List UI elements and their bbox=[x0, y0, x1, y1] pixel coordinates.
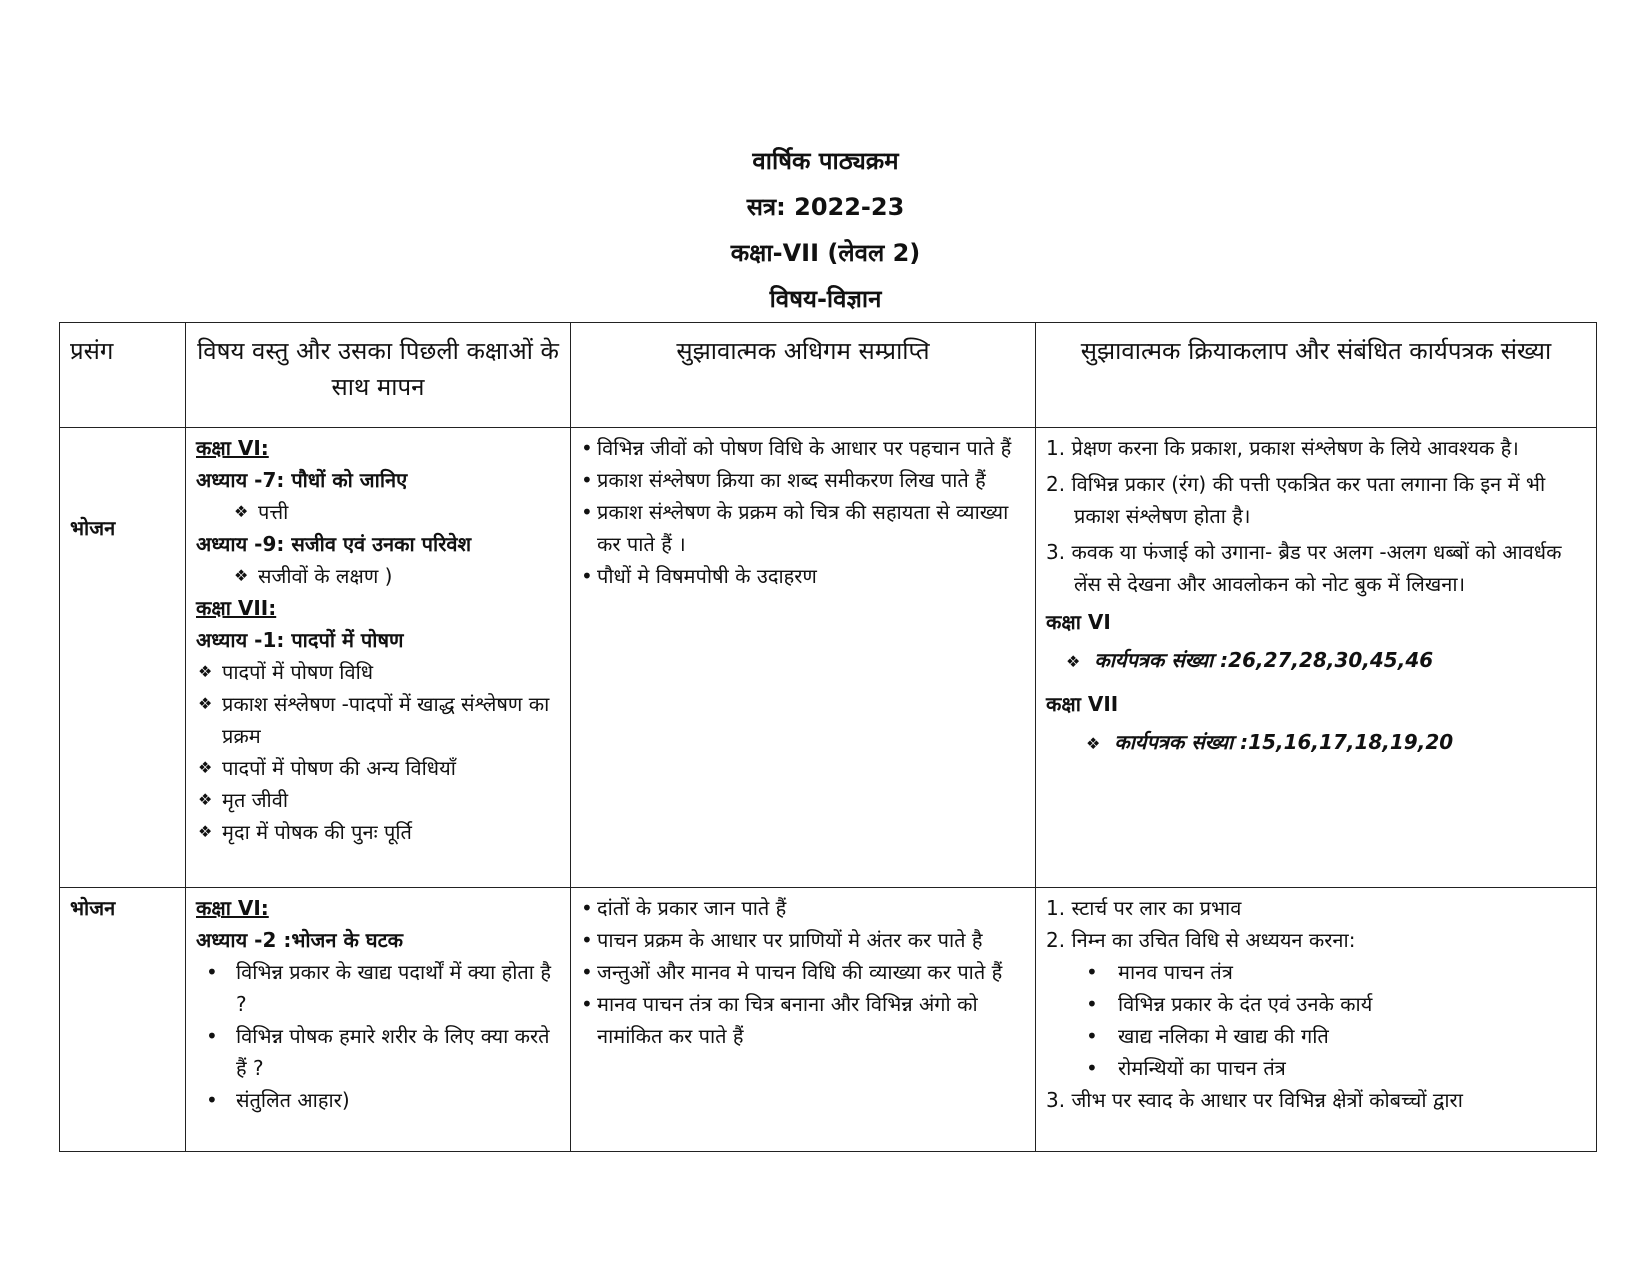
activity-item: 1. स्टार्च पर लार का प्रभाव bbox=[1046, 896, 1242, 921]
activity-item: 1. प्रेक्षण करना कि प्रकाश, प्रकाश संश्लेषण के लिये आवश्यक है। bbox=[1046, 435, 1519, 460]
topic-cell bbox=[60, 427, 186, 888]
list-item: • मानव पाचन तंत्र का चित्र बनाना और विभिन्न अंगो को नामांकित कर पाते हैं bbox=[581, 988, 1025, 1052]
header-content: विषय वस्तु और उसका पिछली कक्षाओं के साथ मापन bbox=[186, 323, 571, 428]
activity-sublist bbox=[1046, 956, 1586, 1084]
list-item: • प्रकाश संश्लेषण के प्रक्रम को चित्र की सहायता से व्याख्या कर पाते हैं । bbox=[581, 496, 1025, 560]
outcomes-cell bbox=[571, 427, 1036, 888]
outcome-list bbox=[581, 892, 1025, 1052]
list-item: • जन्तुओं और मानव मे पाचन विधि की व्याख्या कर पाते हैं bbox=[581, 956, 1025, 988]
list-item: • मानव पाचन तंत्र bbox=[1046, 956, 1586, 988]
worksheet-class-label: कक्षा VII bbox=[1046, 691, 1119, 716]
chapter-items bbox=[196, 656, 560, 848]
list-item: ❖ सजीवों के लक्षण ) bbox=[232, 560, 560, 592]
list-item: • रोमन्थियों का पाचन तंत्र bbox=[1046, 1052, 1586, 1084]
chapter-items bbox=[196, 560, 560, 592]
chapter-items bbox=[196, 956, 560, 1116]
diamond-bullet-icon: ❖ bbox=[1086, 733, 1101, 753]
worksheet-entry bbox=[1046, 726, 1586, 760]
worksheet-entry bbox=[1046, 644, 1586, 678]
activity-item: 3. कवक या फंजाई को उगाना- ब्रैड पर अलग -अलग धब्बों को आवर्धक लेंस से देखना और आवलोकन को नोट बुक में लिखना। bbox=[1046, 539, 1562, 596]
list-item: ❖ प्रकाश संश्लेषण -पादपों में खाद्ध संश्लेषण का प्रक्रम bbox=[196, 688, 560, 752]
table-row bbox=[60, 888, 1597, 1152]
list-item: ❖ पादपों में पोषण की अन्य विधियाँ bbox=[196, 752, 560, 784]
list-item: ❖ पत्ती bbox=[232, 496, 560, 528]
outcome-list bbox=[581, 432, 1025, 592]
chapter-items bbox=[196, 496, 560, 528]
list-item: • विभिन्न पोषक हमारे शरीर के लिए क्या करते हैं ? bbox=[196, 1020, 560, 1084]
document-title-block bbox=[0, 138, 1651, 322]
header-activities: सुझावात्मक क्रियाकलाप और संबंधित कार्यपत्रक संख्या bbox=[1036, 323, 1597, 428]
list-item: • दांतों के प्रकार जान पाते हैं bbox=[581, 892, 1025, 924]
list-item: • विभिन्न प्रकार के दंत एवं उनके कार्य bbox=[1046, 988, 1586, 1020]
class-label: कक्षा VI: bbox=[196, 435, 269, 460]
list-item: • खाद्य नलिका मे खाद्य की गति bbox=[1046, 1020, 1586, 1052]
list-item: ❖ मृदा में पोषक की पुनः पूर्ति bbox=[196, 816, 560, 848]
class-label: कक्षा VI: bbox=[196, 896, 269, 921]
list-item: • पौधों मे विषमपोषी के उदाहरण bbox=[581, 560, 1025, 592]
list-item: • प्रकाश संश्लेषण क्रिया का शब्द समीकरण लिख पाते हैं bbox=[581, 464, 1025, 496]
table-row bbox=[60, 427, 1597, 888]
worksheet-numbers: कार्यपत्रक संख्या :26,27,28,30,45,46 bbox=[1094, 647, 1434, 672]
topic-label: भोजन bbox=[70, 515, 116, 540]
header-outcomes: सुझावात्मक अधिगम सम्प्राप्ति bbox=[571, 323, 1036, 428]
worksheet-numbers: कार्यपत्रक संख्या :15,16,17,18,19,20 bbox=[1114, 729, 1454, 754]
title-subject: विषय-विज्ञान bbox=[769, 285, 882, 313]
list-item: ❖ मृत जीवी bbox=[196, 784, 560, 816]
activity-item: 2. निम्न का उचित विधि से अध्ययन करना: bbox=[1046, 928, 1356, 953]
outcomes-cell bbox=[571, 888, 1036, 1152]
chapter-title: अध्याय -2 :भोजन के घटक bbox=[196, 928, 404, 953]
syllabus-table bbox=[59, 322, 1597, 1152]
chapter-title: अध्याय -9: सजीव एवं उनका परिवेश bbox=[196, 531, 472, 556]
content-cell bbox=[186, 427, 571, 888]
list-item: • विभिन्न प्रकार के खाद्य पदार्थों में क्या होता है ? bbox=[196, 956, 560, 1020]
content-cell bbox=[186, 888, 571, 1152]
title-class: कक्षा-VII (लेवल 2) bbox=[730, 239, 921, 267]
chapter-title: अध्याय -1: पादपों में पोषण bbox=[196, 627, 404, 652]
diamond-bullet-icon: ❖ bbox=[1066, 651, 1081, 671]
list-item: • पाचन प्रक्रम के आधार पर प्राणियों मे अंतर कर पाते है bbox=[581, 924, 1025, 956]
activity-item: 3. जीभ पर स्वाद के आधार पर विभिन्न क्षेत्रों कोबच्चों द्वारा bbox=[1046, 1088, 1463, 1113]
list-item: ❖ पादपों में पोषण विधि bbox=[196, 656, 560, 688]
topic-label: भोजन bbox=[70, 896, 116, 921]
title-session: सत्र: 2022-23 bbox=[746, 193, 905, 221]
list-item: • विभिन्न जीवों को पोषण विधि के आधार पर पहचान पाते हैं bbox=[581, 432, 1025, 464]
table-header-row bbox=[60, 323, 1597, 428]
class-label: कक्षा VII: bbox=[196, 595, 277, 620]
activity-item: 2. विभिन्न प्रकार (रंग) की पत्ती एकत्रित कर पता लगाना कि इन में भी प्रकाश संश्लेषण होता है। bbox=[1046, 471, 1546, 528]
title-annual-syllabus: वार्षिक पाठ्यक्रम bbox=[752, 147, 899, 175]
list-item: • संतुलित आहार) bbox=[196, 1084, 560, 1116]
activities-cell bbox=[1036, 427, 1597, 888]
worksheet-class-label: कक्षा VI bbox=[1046, 609, 1111, 634]
topic-cell bbox=[60, 888, 186, 1152]
header-topic: प्रसंग bbox=[60, 323, 186, 428]
chapter-title: अध्याय -7: पौधों को जानिए bbox=[196, 467, 408, 492]
activities-cell bbox=[1036, 888, 1597, 1152]
